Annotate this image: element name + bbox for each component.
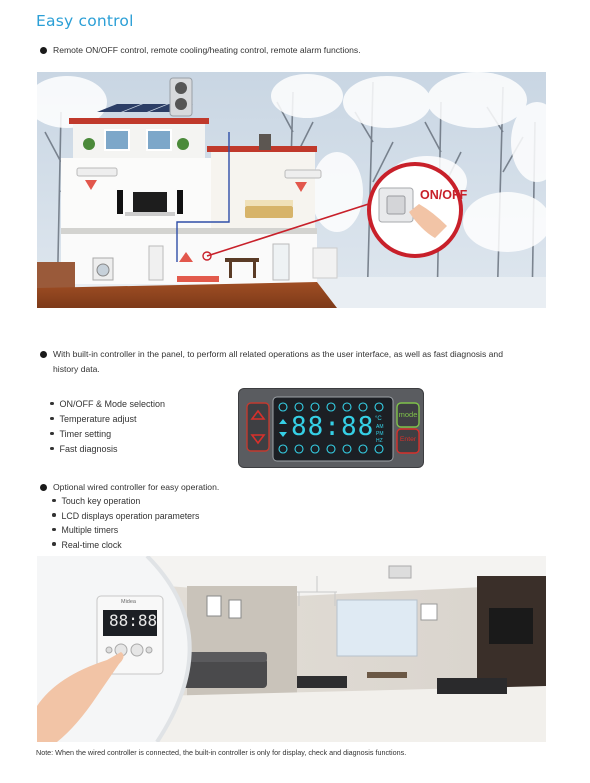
bullet-built-in-controller: With built-in controller in the panel, to perform all related operations as the user interface, as well as fast diagnosis and: [40, 348, 560, 361]
house-svg: [37, 72, 546, 308]
control-panel: [238, 388, 424, 468]
onoff-callout: [369, 164, 461, 256]
list-item: Multiple timers: [52, 523, 199, 538]
unit-hz: HZ: [376, 438, 383, 444]
controller-brand-logo: Midea: [121, 599, 136, 605]
unit-c: °C: [375, 416, 382, 422]
list-item: Touch key operation: [52, 494, 199, 509]
footnote: Note: When the wired controller is connected, the built-in controller is only for display, check and diagnosis functions.: [36, 748, 407, 757]
list-item: Timer setting: [50, 427, 165, 442]
list-item: Real-time clock: [52, 538, 199, 553]
list-item: Fast diagnosis: [50, 442, 165, 457]
list-item: ON/OFF & Mode selection: [50, 397, 165, 412]
enter-button[interactable]: Enter: [399, 436, 417, 443]
page-title: Easy control: [36, 12, 134, 30]
bullet-dot: [40, 351, 47, 358]
bullet-built-in-controller-cont: history data.: [53, 364, 100, 374]
bullet-dot: [40, 484, 47, 491]
unit-pm: PM: [376, 431, 384, 437]
onoff-label: ON/OFF: [420, 188, 468, 202]
bullet-remote-control: Remote ON/OFF control, remote cooling/heating control, remote alarm functions.: [40, 44, 361, 57]
list-item: LCD displays operation parameters: [52, 509, 199, 524]
house-illustration: [37, 72, 546, 308]
unit-am: AM: [376, 424, 384, 430]
lcd-digits: 88:88: [291, 412, 375, 442]
bullet-wired-controller: Optional wired controller for easy operation.: [40, 481, 219, 494]
wired-feature-list: [52, 494, 199, 552]
panel-feature-list: [50, 397, 165, 457]
mode-button[interactable]: mode: [398, 410, 418, 419]
bullet-dot: [40, 47, 47, 54]
controller-lcd-digits: 88:88: [109, 611, 158, 630]
living-room-photo: [37, 556, 546, 742]
list-item: Temperature adjust: [50, 412, 165, 427]
room-svg: [37, 556, 546, 742]
